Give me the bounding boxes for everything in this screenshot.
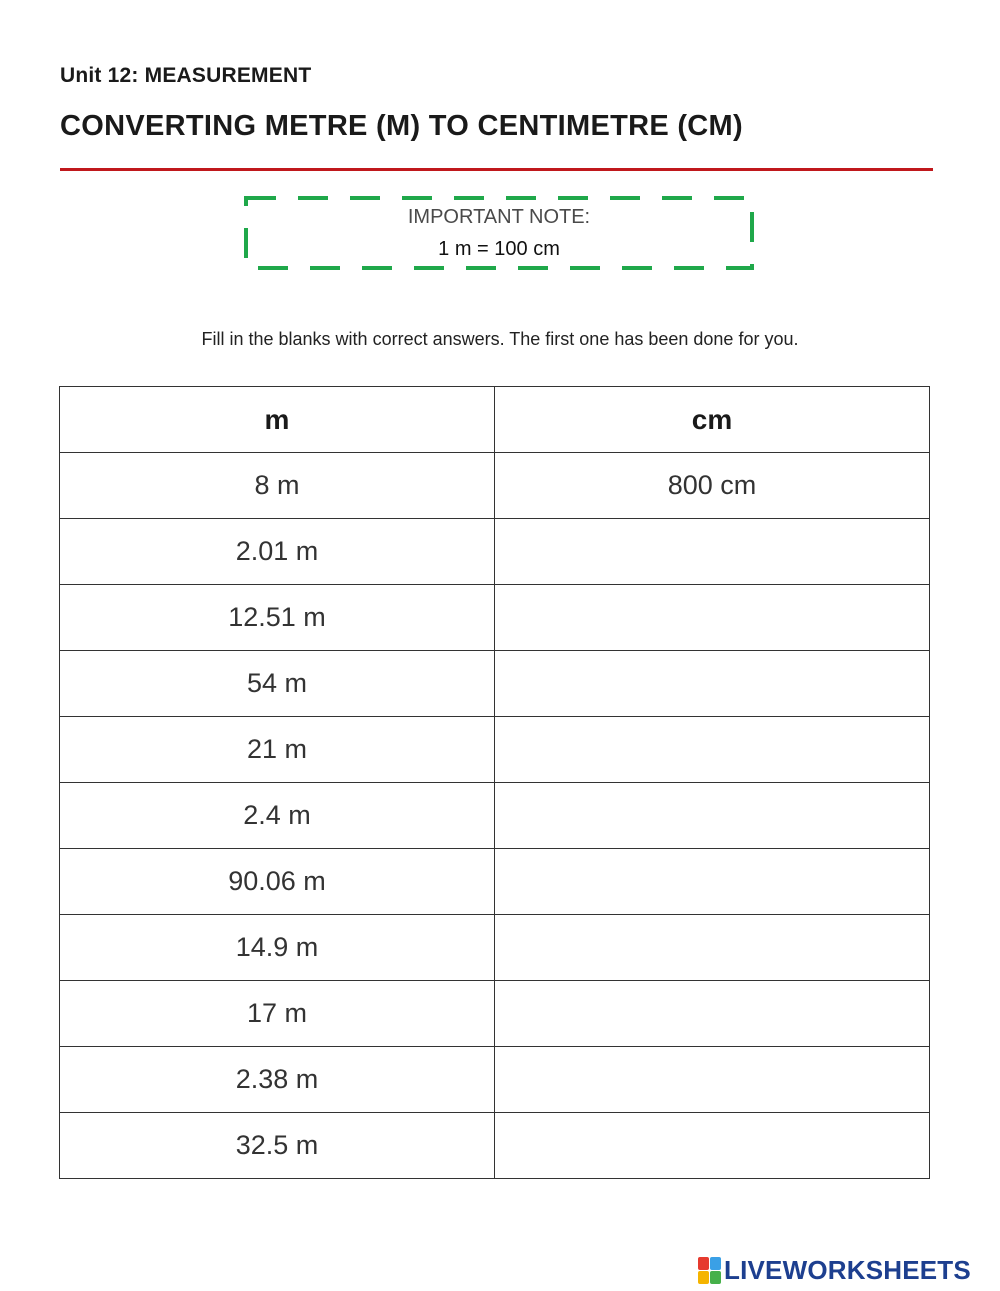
answer-cell: [495, 1047, 930, 1113]
centimetre-answer-input[interactable]: [504, 592, 920, 644]
instructions: Fill in the blanks with correct answers. The first one has been done for you.: [201, 329, 799, 349]
metre-value: 90.06 m: [60, 849, 495, 915]
centimetre-answer-input[interactable]: [504, 988, 920, 1040]
metre-value: 2.01 m: [60, 519, 495, 585]
centimetre-answer-input[interactable]: [504, 724, 920, 776]
metre-value: 14.9 m: [60, 915, 495, 981]
answer-cell: [495, 849, 930, 915]
answer-cell: [495, 915, 930, 981]
metre-value: 17 m: [60, 981, 495, 1047]
centimetre-answer-input[interactable]: [504, 526, 920, 578]
table-row: [60, 453, 930, 519]
table-row: [60, 651, 930, 717]
table-row: [60, 585, 930, 651]
table-row: [60, 1113, 930, 1179]
table-row: [60, 1047, 930, 1113]
brand-name: LIVEWORKSHEETS: [724, 1254, 971, 1285]
metre-value: 2.38 m: [60, 1047, 495, 1113]
header-m: m: [60, 387, 495, 453]
centimetre-answer-input[interactable]: [504, 922, 920, 974]
important-note-box: [244, 196, 754, 270]
centimetre-answer-input[interactable]: [504, 1120, 920, 1172]
note-label: IMPORTANT NOTE:: [407, 206, 591, 228]
centimetre-answer-input[interactable]: [504, 1054, 920, 1106]
table-header-row: [60, 387, 930, 453]
answer-cell: [495, 585, 930, 651]
liveworksheets-logo: [698, 1256, 971, 1284]
metre-value: 32.5 m: [60, 1113, 495, 1179]
centimetre-value: 800 cm: [495, 453, 930, 519]
answer-cell: [495, 519, 930, 585]
answer-cell: [495, 1113, 930, 1179]
centimetre-answer-input[interactable]: [504, 856, 920, 908]
table-row: [60, 981, 930, 1047]
table-row: [60, 783, 930, 849]
metre-value: 54 m: [60, 651, 495, 717]
metre-value: 21 m: [60, 717, 495, 783]
unit-heading: Unit 12: MEASUREMENT: [60, 64, 312, 87]
answer-cell: [495, 783, 930, 849]
answer-cell: [495, 717, 930, 783]
answer-cell: [495, 981, 930, 1047]
page-title: CONVERTING METRE (M) TO CENTIMETRE (CM): [60, 110, 743, 142]
conversion-table: [59, 386, 930, 1179]
metre-value: 8 m: [60, 453, 495, 519]
note-equation: 1 m = 100 cm: [438, 238, 560, 260]
liveworksheets-blocks-icon: [698, 1257, 721, 1284]
table-row: [60, 915, 930, 981]
table-row: [60, 849, 930, 915]
centimetre-answer-input[interactable]: [504, 790, 920, 842]
table-row: [60, 519, 930, 585]
metre-value: 12.51 m: [60, 585, 495, 651]
centimetre-answer-input[interactable]: [504, 658, 920, 710]
answer-cell: [495, 651, 930, 717]
title-divider: [60, 168, 933, 171]
metre-value: 2.4 m: [60, 783, 495, 849]
header-cm: cm: [495, 387, 930, 453]
table-row: [60, 717, 930, 783]
